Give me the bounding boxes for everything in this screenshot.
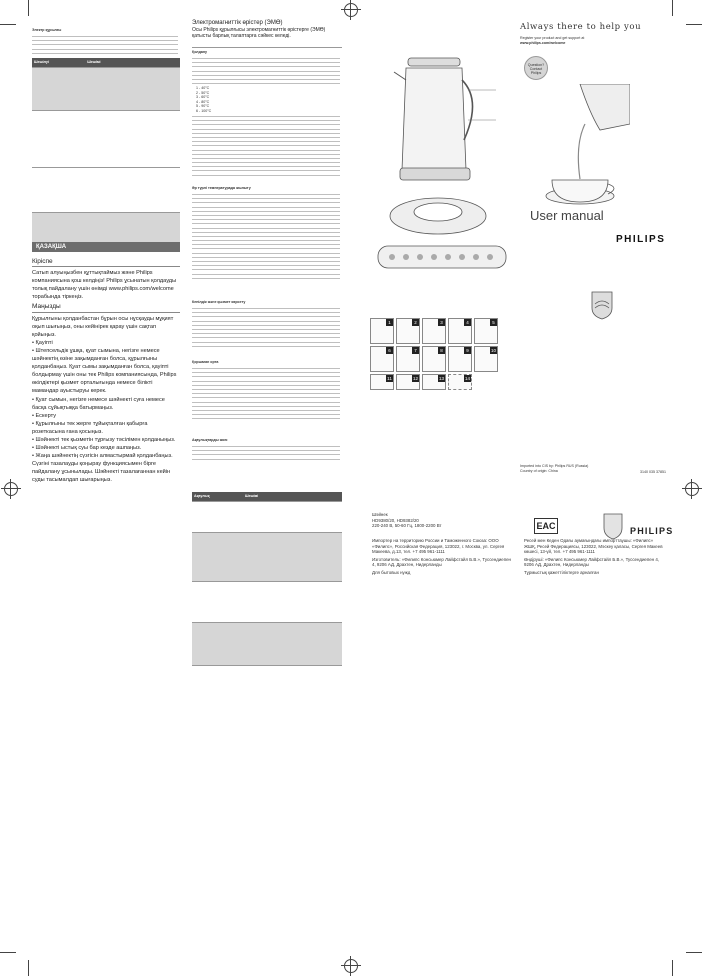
- eac-mark: EAC: [534, 518, 558, 534]
- philips-logo: PHILIPS: [630, 526, 674, 536]
- crop-mark: [686, 952, 702, 953]
- text-lines: [192, 368, 340, 422]
- bullet-item: • Ескерту: [32, 412, 57, 419]
- registration-mark: [685, 482, 699, 496]
- register-url: www.philips.com/welcome: [520, 40, 566, 45]
- bullet-item: • Қауіпті: [32, 339, 53, 346]
- temp-item: 4 - 80°C: [196, 99, 210, 104]
- philips-shield-icon: [590, 290, 614, 320]
- doc-number: 3140 035 37851: [640, 470, 666, 474]
- crop-mark: [0, 24, 16, 25]
- text-lines: [192, 116, 340, 179]
- question-badge: Question? Contact Philips: [524, 56, 548, 80]
- product-illustrations: [372, 20, 524, 280]
- table-header: Шешімі: [243, 492, 342, 501]
- section-label: Қоршаған орта: [192, 360, 219, 364]
- bullet-item: • Штепсельдік ұшқа, қуат сымына, негізге немесе шәйнектің өзіне зақымданған болса, құрылғыны қолданбаңыз. Қуат сымы зақымданған болса, қауіпті болдырмау үшін оны тек Philips компаниясында, Philips өкілдіктері қызмет орталығында немесе білікті мамандар ауыстыруы керек.: [32, 347, 177, 395]
- table-header: Ақаулық: [192, 492, 243, 501]
- step-figure: 6: [370, 346, 394, 372]
- section-label: Кепілдік және қызмет көрсету: [192, 300, 246, 304]
- crop-mark: [672, 960, 673, 976]
- step-figure: 1: [370, 318, 394, 344]
- model-line: 220-240 В, 50-60 Гц, 1800-2200 Вт: [372, 523, 442, 529]
- crop-mark: [28, 0, 29, 16]
- crop-mark: [28, 960, 29, 976]
- recycle-bin-icon: 14: [448, 374, 472, 390]
- crop-mark: [672, 0, 673, 16]
- section-label: Қолдану: [192, 50, 208, 54]
- important-text: Құрылғыны қолданбастан бұрын осы нұсқауды мұқият оқып шығыңыз, оны кейінірек қарау үшін сақтап қойыңыз.: [32, 315, 174, 338]
- crop-mark: [0, 952, 16, 953]
- intro-text: Сатып алуыңызбен құттықтаймыз және Philips компаниясына қош келдіңіз! Philips ұсынатын қолдауды толық пайдалану үшін өнімді www.philips.com/welcome торабында тіркеңіз.: [32, 270, 177, 301]
- bullet-item: • Жаңа шәйнектің сүзгісін алмастырмай қолданбаңыз.: [32, 453, 173, 460]
- text-lines: [192, 308, 340, 350]
- emf-subtitle: Осы Philips құрылғысы электромагниттік өрістерге (ЭМӨ) қатысты барлық талаптарға сәйкес келеді.: [192, 27, 326, 39]
- step-figure: 9: [448, 346, 472, 372]
- manual-title: User manual: [530, 208, 604, 223]
- step-illustrations: [370, 318, 520, 390]
- bullet-item: • Шәйнекті тек қызметін тұрғызу тәсілімен қолданыңыз.: [32, 436, 176, 443]
- table-header: Шешімі: [85, 58, 180, 67]
- section-bar: ҚАЗАҚША: [32, 242, 180, 252]
- column-emf: [192, 20, 342, 620]
- step-figure: 3: [422, 318, 446, 344]
- emf-title: Электромагниттік өрістер (ЭМӨ): [192, 20, 283, 26]
- step-figure: 10: [474, 346, 498, 372]
- kettle-illustration: [372, 20, 524, 290]
- registration-mark: [344, 3, 358, 17]
- philips-logo: PHILIPS: [616, 234, 666, 245]
- step-figure: 2: [396, 318, 420, 344]
- divider: [192, 47, 342, 48]
- problem-table: [32, 58, 180, 248]
- temp-item: 2 - 50°C: [196, 90, 210, 95]
- bullet-item: • Шәйнекті ыстық суы бар кезде ашпаңыз.: [32, 445, 142, 452]
- temp-item: 1 - 40°C: [196, 86, 210, 90]
- register-line: Register your product and get support at: [520, 36, 585, 40]
- text-lines: [192, 194, 340, 282]
- importer-ru: Импортер на территорию России и Таможенного Союза: ООО «Филипс», Российская Федерация, 123022, г. Москва, ул. Сергея Макеева, д.13, тел. +7 495 961-1111 Изготовитель: «Филипс Консьюмер Лайфстайл Б.В.», Туссендиепен 4, 9206 АД, Драхтен, Нидерланды Для бытовых нужд: [372, 538, 511, 575]
- step-figure: 7: [396, 346, 420, 372]
- text-lines: [32, 36, 178, 57]
- legal-block: [372, 512, 672, 662]
- top-label: Электр құрылғы: [32, 28, 62, 32]
- philips-shield-icon: [602, 512, 624, 540]
- table-header: Шешілуі: [32, 58, 85, 67]
- step-figure: 5: [474, 318, 498, 344]
- step-figure: 11: [370, 374, 394, 390]
- model-line: Шәйнек: [372, 512, 388, 517]
- important-heading: Маңызды: [32, 303, 180, 312]
- column-kazakh: [32, 28, 180, 848]
- text-lines: [192, 58, 340, 87]
- registration-mark: [4, 482, 18, 496]
- registration-mark: [344, 959, 358, 973]
- bullet-item: • Құрылғыны тек жерге тұйықталған қабырға розеткасына ғана қосыңыз.: [32, 420, 148, 435]
- model-line: HD9380/20, HD9382/20: [372, 517, 419, 523]
- step-figure: 13: [422, 374, 446, 390]
- temp-list: [196, 86, 256, 114]
- troubleshooting-table: [192, 492, 342, 666]
- text-lines: [192, 446, 340, 463]
- step-figure: 4: [448, 318, 472, 344]
- temp-item: 5 - 90°C: [196, 104, 210, 109]
- crop-mark: [686, 24, 702, 25]
- step-figure: 12: [396, 374, 420, 390]
- intro-heading: Кіріспе: [32, 258, 180, 267]
- bullet-item: • Қуат сымын, негізге немесе шәйнекті суға немесе басқа сұйықтыққа батырмаңыз.: [32, 396, 165, 411]
- section-label: Әр түрлі температурада жылыту: [192, 186, 251, 190]
- temp-item: 3 - 60°C: [196, 95, 210, 100]
- step-figure: 8: [422, 346, 446, 372]
- section-label: Ақаулықтарды жою: [192, 438, 228, 442]
- importer-kz: Ресей мен Кеден Одағы аумағындағы импорттаушы: «Филипс» ЖШҚ, Ресей Федерациясы, 123022, Мәскеу қаласы, Сергея Макеев көшесі, 13-үй, тел. +7 495 961-1111 Өндіруші: «Филипс Консьюмер Лайфстайл Б.В.», Туссендиепен 4, 9206 АД, Драхтен, Нидерланды Тұрмыстық қажеттіліктерге арналған: [524, 538, 663, 575]
- cover: [520, 22, 680, 442]
- closing-text: Сүзгіні тазалауды қоңырау функциясымен бірге пайдалану ұсынылады. Шәйнекті тазалағаннан кейін суды тасымалдап шығарыңыз.: [32, 461, 171, 484]
- temp-item: 6 - 100°C: [196, 108, 212, 113]
- import-note: Imported into CIS by: Philips RUS (Russia) Country of origin: China: [520, 464, 589, 473]
- pouring-kettle-illustration: [530, 84, 630, 214]
- tagline: Always there to help you: [520, 22, 642, 32]
